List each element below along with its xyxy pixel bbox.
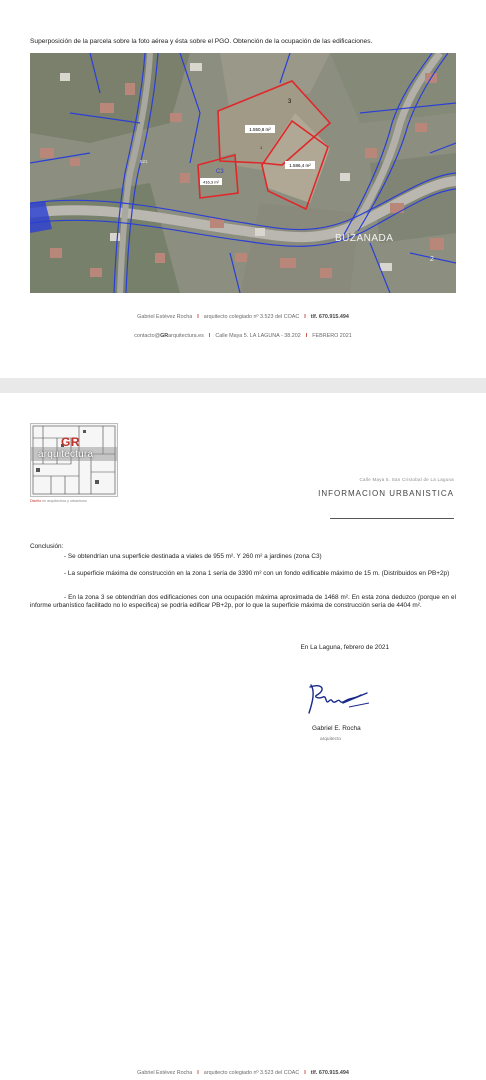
parcel-area-label-small: 416,3 m² [203, 179, 219, 185]
footer-email[interactable]: contacto@GRarquitectura.es [134, 333, 204, 339]
zone-label-c3: C3 [216, 169, 224, 175]
signer-role: arquitecto [320, 737, 342, 742]
footer-registration: arquitecto colegiado nº 3.523 del COAC [203, 314, 300, 320]
footer-phone: tlf. 670.915.494 [310, 1070, 349, 1076]
aerial-plan-overlay [30, 53, 456, 293]
header-address: Calle Maya 5. San Cristobal de La Laguna [359, 477, 454, 482]
place-label-buzanada: BUZANADA [335, 233, 394, 244]
place-and-date: En La Laguna, febrero de 2021 [300, 644, 389, 651]
footer-author: Gabriel Estévez Rocha [137, 314, 193, 320]
document-page-2 [0, 393, 486, 1080]
zone-label-1: 1 [260, 145, 263, 150]
handwritten-signature [303, 681, 373, 717]
logo-tagline: Diseño en arquitectura y urbanismo [30, 499, 87, 503]
aerial-map-image [30, 53, 456, 293]
conclusion-paragraph-3: - En la zona 3 se obtendrían dos edificaciones con una ocupación máxima aproximada de 1468 m². En esta zona deduzco (porque en el informe urbanístico facilitado no lo especifica) se podría edificar PB+2p, por lo que la superficie máxima de construcción sería de 4404 m². [30, 594, 456, 610]
conclusion-heading: Conclusión: [30, 543, 64, 550]
page1-footer-line1: Gabriel Estévez Rocha I arquitecto colegiado nº 3.523 del COAC I tlf. 670.915.494 [137, 314, 349, 320]
document-page-1 [0, 0, 486, 378]
title-divider [330, 518, 454, 519]
footer-address: Calle Maya 5. LA LAGUNA - 38.202 [215, 333, 301, 339]
page2-footer-line1: Gabriel Estévez Rocha I arquitecto colegiado nº 3.523 del COAC I tlf. 670.915.494 [137, 1070, 349, 1076]
parcel-area-label-top: 1.550,8 m² [249, 127, 271, 132]
footer-author: Gabriel Estévez Rocha [137, 1070, 193, 1076]
plot-label-521: 521 [140, 159, 148, 164]
conclusion-paragraph-1: - Se obtendrían una superficie destinada a viales de 955 m². Y 260 m² a jardines (zona C3) [64, 553, 322, 560]
conclusion-paragraph-2: - La superficie máxima de construcción en la zona 1 sería de 3390 m² con un fondo edificable máximo de 15 m. (Distribuidos en PB+2p) [64, 570, 450, 577]
footer-registration: arquitecto colegiado nº 3.523 del COAC [203, 1070, 300, 1076]
company-logo [30, 423, 118, 497]
signer-name: Gabriel E. Rocha [312, 725, 361, 732]
footer-date: FEBRERO 2021 [312, 333, 352, 339]
zone-label-3: 3 [288, 99, 292, 105]
zone-label-2: 2 [430, 256, 434, 263]
parcel-area-label-right: 1.586,4 m² [289, 163, 311, 168]
logo-wordmark: arquitectura [38, 449, 94, 460]
document-title: INFORMACION URBANISTICA [318, 489, 454, 498]
figure-caption: Superposición de la parcela sobre la foto aérea y ésta sobre el PGO. Obtención de la ocupación de las edificaciones. [30, 38, 373, 45]
footer-phone: tlf. 670.915.494 [310, 314, 349, 320]
logo-mark: GR [61, 435, 80, 449]
page1-footer-line2: contacto@GRarquitectura.es I Calle Maya 5. LA LAGUNA - 38.202 I FEBRERO 2021 [134, 333, 352, 339]
